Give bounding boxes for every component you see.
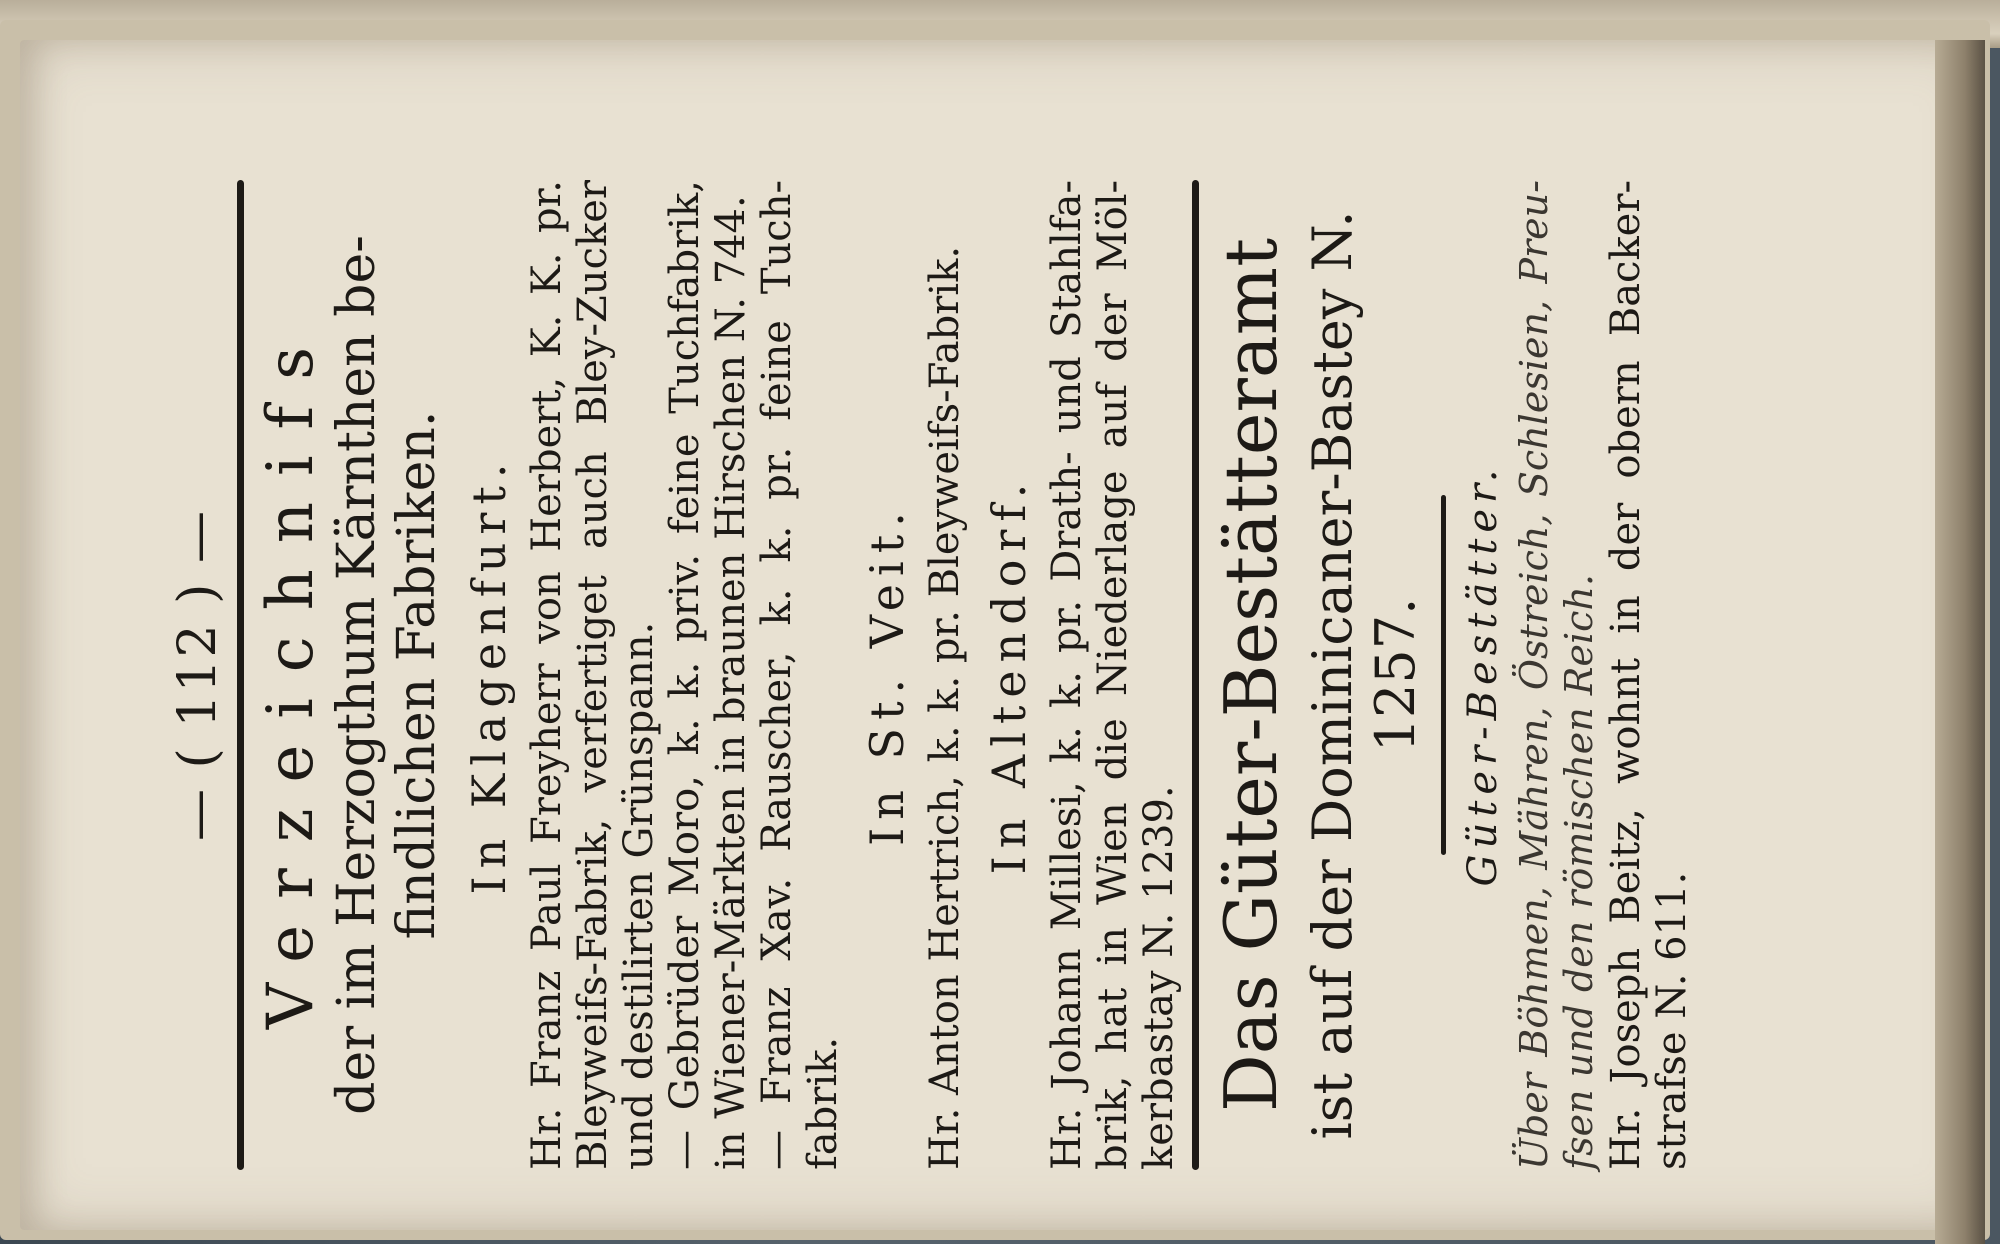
book-page [20,40,1985,1230]
location-heading: In Altendorf. [981,475,1036,875]
entry: Hr. Franz Paul Freyherr von Herbert, K. K. pr. Bleyweifs-Fabrik, verfertiget auch Bley-Zucker und destilirten Grünspann. [523,180,662,1170]
section-title: Verzeichnifs [254,320,329,1030]
entry: Hr. Anton Hertrich, k. k. pr. Bleyweifs-Fabrik. [921,245,968,1170]
section-subtitle: der im Herzogthum Kärnthen be-findlichen Fabriken. [327,235,447,1115]
page-number: — ( 112 ) — [168,509,228,841]
entry: — Franz Xav. Rauscher, k. k. pr. feine Tuch-fabrik. [753,180,846,1170]
entry: Hr. Johann Millesi, k. k. pr. Drath- und Stahlfa-brik, hat in Wien die Niederlage auf der Möl-kerbastay N. 1239. [1043,180,1182,1170]
top-rule [237,180,244,1170]
entry: Hr. Joseph Beitz, wohnt in der obern Backer-strafse N. 611. [1602,180,1695,1170]
entry: — Gebrüder Moro, k. k. priv. feine Tuchfabrik, in Wiener-Märkten in braunen Hirschen N. 744. [661,180,754,1170]
section2-line: ist auf der Dominicaner-Bastey N. 1257. [1300,210,1427,1140]
rotated-text-block [160,160,2000,1190]
location-heading: In Klagenfurt. [461,455,516,895]
section2-sub: Güter-Bestätter. [1459,463,1506,887]
section2-title: Das Güter-Bestätteramt [1208,237,1293,1113]
short-rule [1441,495,1446,855]
section2-italic: Über Böhmen, Mähren, Östreich, Schlesien, Preu-fsen und den römischen Reich. [1511,180,1602,1170]
section-rule [1192,180,1199,1170]
location-heading: In St. Veit. [859,504,914,846]
